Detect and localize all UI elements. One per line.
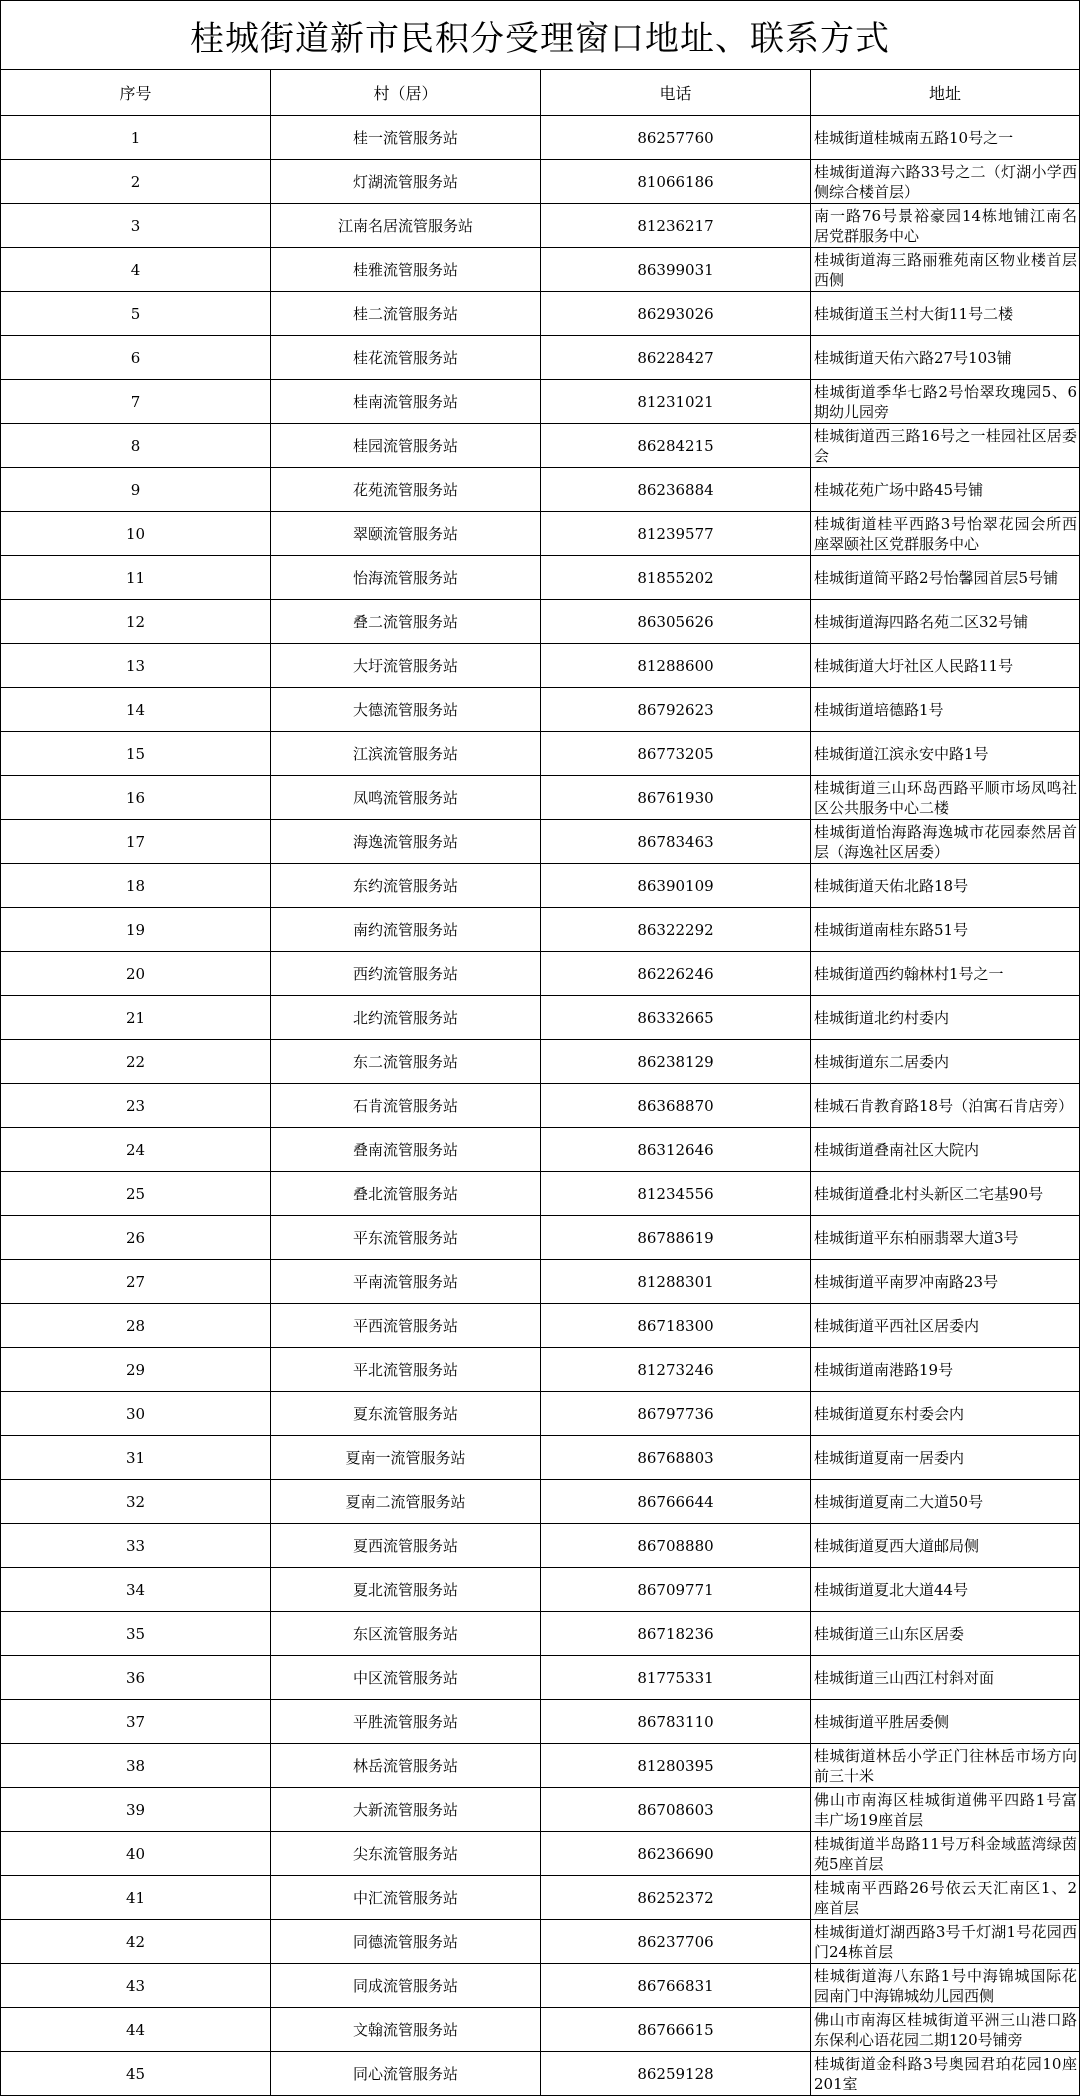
phone-number: 86783110: [541, 1700, 811, 1744]
row-index: 22: [1, 1040, 271, 1084]
station-name: 中汇流管服务站: [271, 1876, 541, 1920]
phone-number: 81855202: [541, 556, 811, 600]
station-name: 文翰流管服务站: [271, 2008, 541, 2052]
row-index: 28: [1, 1304, 271, 1348]
phone-number: 81273246: [541, 1348, 811, 1392]
address: 桂城街道三山环岛西路平顺市场凤鸣社区公共服务中心二楼: [811, 776, 1080, 820]
row-index: 34: [1, 1568, 271, 1612]
address: 桂城石肯教育路18号（泊寓石肯店旁）: [811, 1084, 1080, 1128]
table-row: [1, 1876, 1080, 1920]
phone-number: 86788619: [541, 1216, 811, 1260]
phone-number: 86768803: [541, 1436, 811, 1480]
row-index: 5: [1, 292, 271, 336]
station-name: 翠颐流管服务站: [271, 512, 541, 556]
address: 桂城街道海八东路1号中海锦城国际花园南门中海锦城幼儿园西侧: [811, 1964, 1080, 2008]
table-row: [1, 1612, 1080, 1656]
address: 桂城街道夏东村委会内: [811, 1392, 1080, 1436]
station-name: 夏北流管服务站: [271, 1568, 541, 1612]
row-index: 44: [1, 2008, 271, 2052]
page-title: 桂城街道新市民积分受理窗口地址、联系方式: [0, 0, 1080, 69]
phone-number: 86766644: [541, 1480, 811, 1524]
address: 桂城街道桂平西路3号怡翠花园会所西座翠颐社区党群服务中心: [811, 512, 1080, 556]
row-index: 19: [1, 908, 271, 952]
station-name: 平北流管服务站: [271, 1348, 541, 1392]
address: 桂城街道三山西江村斜对面: [811, 1656, 1080, 1700]
table-row: [1, 688, 1080, 732]
address: 桂城街道怡海路海逸城市花园泰然居首层（海逸社区居委）: [811, 820, 1080, 864]
row-index: 41: [1, 1876, 271, 1920]
phone-number: 86284215: [541, 424, 811, 468]
station-name: 桂一流管服务站: [271, 116, 541, 160]
table-row: [1, 908, 1080, 952]
station-name: 夏东流管服务站: [271, 1392, 541, 1436]
station-name: 西约流管服务站: [271, 952, 541, 996]
station-name: 怡海流管服务站: [271, 556, 541, 600]
table-row: [1, 248, 1080, 292]
row-index: 14: [1, 688, 271, 732]
table-row: [1, 820, 1080, 864]
phone-number: 81239577: [541, 512, 811, 556]
station-name: 桂二流管服务站: [271, 292, 541, 336]
station-name: 灯湖流管服务站: [271, 160, 541, 204]
row-index: 31: [1, 1436, 271, 1480]
phone-number: 86236690: [541, 1832, 811, 1876]
station-name: 平西流管服务站: [271, 1304, 541, 1348]
row-index: 27: [1, 1260, 271, 1304]
table-row: [1, 160, 1080, 204]
row-index: 36: [1, 1656, 271, 1700]
address: 桂城街道海六路33号之二（灯湖小学西侧综合楼首层）: [811, 160, 1080, 204]
table-row: [1, 1304, 1080, 1348]
phone-number: 81231021: [541, 380, 811, 424]
address: 桂城街道半岛路11号万科金域蓝湾绿茵苑5座首层: [811, 1832, 1080, 1876]
table-row: [1, 512, 1080, 556]
table-body: [1, 116, 1080, 2096]
phone-number: 86293026: [541, 292, 811, 336]
table-row: [1, 1480, 1080, 1524]
address: 桂城街道夏西大道邮局侧: [811, 1524, 1080, 1568]
address: 桂城街道西三路16号之一桂园社区居委会: [811, 424, 1080, 468]
phone-number: 86257760: [541, 116, 811, 160]
address: 佛山市南海区桂城街道平洲三山港口路东保利心语花园二期120号铺旁: [811, 2008, 1080, 2052]
station-name: 平南流管服务站: [271, 1260, 541, 1304]
phone-number: 86773205: [541, 732, 811, 776]
row-index: 39: [1, 1788, 271, 1832]
contact-table: [0, 69, 1080, 2096]
table-row: [1, 116, 1080, 160]
station-name: 石肯流管服务站: [271, 1084, 541, 1128]
station-name: 桂园流管服务站: [271, 424, 541, 468]
address: 桂城街道江滨永安中路1号: [811, 732, 1080, 776]
address: 桂城街道平西社区居委内: [811, 1304, 1080, 1348]
station-name: 桂雅流管服务站: [271, 248, 541, 292]
station-name: 海逸流管服务站: [271, 820, 541, 864]
phone-number: 86708603: [541, 1788, 811, 1832]
phone-number: 86399031: [541, 248, 811, 292]
station-name: 同成流管服务站: [271, 1964, 541, 2008]
station-name: 桂花流管服务站: [271, 336, 541, 380]
row-index: 20: [1, 952, 271, 996]
phone-number: 86252372: [541, 1876, 811, 1920]
row-index: 6: [1, 336, 271, 380]
station-name: 凤鸣流管服务站: [271, 776, 541, 820]
phone-number: 86792623: [541, 688, 811, 732]
table-row: [1, 1744, 1080, 1788]
phone-number: 81236217: [541, 204, 811, 248]
station-name: 东区流管服务站: [271, 1612, 541, 1656]
address: 桂城街道叠北村头新区二宅基90号: [811, 1172, 1080, 1216]
station-name: 同德流管服务站: [271, 1920, 541, 1964]
row-index: 18: [1, 864, 271, 908]
row-index: 21: [1, 996, 271, 1040]
address: 桂城街道夏南一居委内: [811, 1436, 1080, 1480]
phone-number: 86718300: [541, 1304, 811, 1348]
header-station: 村（居）: [271, 70, 541, 116]
phone-number: 86259128: [541, 2052, 811, 2096]
phone-number: 81234556: [541, 1172, 811, 1216]
address: 桂城街道林岳小学正门往林岳市场方向前三十米: [811, 1744, 1080, 1788]
row-index: 30: [1, 1392, 271, 1436]
station-name: 夏西流管服务站: [271, 1524, 541, 1568]
row-index: 43: [1, 1964, 271, 2008]
row-index: 1: [1, 116, 271, 160]
phone-number: 86797736: [541, 1392, 811, 1436]
address: 桂城南平西路26号依云天汇南区1、2座首层: [811, 1876, 1080, 1920]
address: 桂城街道海三路丽雅苑南区物业楼首层西侧: [811, 248, 1080, 292]
phone-number: 86332665: [541, 996, 811, 1040]
phone-number: 86236884: [541, 468, 811, 512]
row-index: 11: [1, 556, 271, 600]
address: 桂城街道天佑北路18号: [811, 864, 1080, 908]
table-row: [1, 1656, 1080, 1700]
phone-number: 86312646: [541, 1128, 811, 1172]
address: 桂城街道大圩社区人民路11号: [811, 644, 1080, 688]
header-address: 地址: [811, 70, 1080, 116]
row-index: 23: [1, 1084, 271, 1128]
row-index: 10: [1, 512, 271, 556]
phone-number: 86761930: [541, 776, 811, 820]
station-name: 夏南二流管服务站: [271, 1480, 541, 1524]
phone-number: 86390109: [541, 864, 811, 908]
address: 桂城街道平胜居委侧: [811, 1700, 1080, 1744]
table-row: [1, 1128, 1080, 1172]
row-index: 37: [1, 1700, 271, 1744]
address: 桂城街道简平路2号怡馨园首层5号铺: [811, 556, 1080, 600]
station-name: 大圩流管服务站: [271, 644, 541, 688]
phone-number: 86237706: [541, 1920, 811, 1964]
table-row: [1, 1436, 1080, 1480]
station-name: 桂南流管服务站: [271, 380, 541, 424]
station-name: 林岳流管服务站: [271, 1744, 541, 1788]
address: 桂城街道海四路名苑二区32号铺: [811, 600, 1080, 644]
table-row: [1, 1084, 1080, 1128]
station-name: 夏南一流管服务站: [271, 1436, 541, 1480]
header-row: [1, 70, 1080, 116]
table-row: [1, 732, 1080, 776]
table-row: [1, 380, 1080, 424]
table-row: [1, 1260, 1080, 1304]
table-row: [1, 1040, 1080, 1084]
row-index: 13: [1, 644, 271, 688]
station-name: 尖东流管服务站: [271, 1832, 541, 1876]
station-name: 江滨流管服务站: [271, 732, 541, 776]
table-row: [1, 1832, 1080, 1876]
address: 桂城街道玉兰村大街11号二楼: [811, 292, 1080, 336]
row-index: 2: [1, 160, 271, 204]
station-name: 叠南流管服务站: [271, 1128, 541, 1172]
table-row: [1, 556, 1080, 600]
table-row: [1, 776, 1080, 820]
phone-number: 86228427: [541, 336, 811, 380]
address: 桂城街道夏北大道44号: [811, 1568, 1080, 1612]
row-index: 25: [1, 1172, 271, 1216]
station-name: 叠二流管服务站: [271, 600, 541, 644]
station-name: 平东流管服务站: [271, 1216, 541, 1260]
address: 桂城街道灯湖西路3号千灯湖1号花园西门24栋首层: [811, 1920, 1080, 1964]
table-row: [1, 1216, 1080, 1260]
table-row: [1, 204, 1080, 248]
table-row: [1, 1524, 1080, 1568]
row-index: 12: [1, 600, 271, 644]
table-row: [1, 644, 1080, 688]
station-name: 东约流管服务站: [271, 864, 541, 908]
address: 桂城街道天佑六路27号103铺: [811, 336, 1080, 380]
row-index: 9: [1, 468, 271, 512]
station-name: 大德流管服务站: [271, 688, 541, 732]
address: 桂城街道培德路1号: [811, 688, 1080, 732]
phone-number: 86708880: [541, 1524, 811, 1568]
phone-number: 81066186: [541, 160, 811, 204]
table-row: [1, 952, 1080, 996]
row-index: 15: [1, 732, 271, 776]
row-index: 32: [1, 1480, 271, 1524]
row-index: 33: [1, 1524, 271, 1568]
phone-number: 86709771: [541, 1568, 811, 1612]
phone-number: 81280395: [541, 1744, 811, 1788]
address: 桂城街道平南罗冲南路23号: [811, 1260, 1080, 1304]
address: 桂城街道南桂东路51号: [811, 908, 1080, 952]
station-name: 同心流管服务站: [271, 2052, 541, 2096]
row-index: 16: [1, 776, 271, 820]
table-row: [1, 1392, 1080, 1436]
header-phone: 电话: [541, 70, 811, 116]
address: 桂城街道南港路19号: [811, 1348, 1080, 1392]
table-row: [1, 336, 1080, 380]
table-row: [1, 2008, 1080, 2052]
address: 佛山市南海区桂城街道佛平四路1号富丰广场19座首层: [811, 1788, 1080, 1832]
address: 桂城街道平东柏丽翡翠大道3号: [811, 1216, 1080, 1260]
row-index: 7: [1, 380, 271, 424]
station-name: 江南名居流管服务站: [271, 204, 541, 248]
phone-number: 81775331: [541, 1656, 811, 1700]
row-index: 17: [1, 820, 271, 864]
row-index: 40: [1, 1832, 271, 1876]
station-name: 叠北流管服务站: [271, 1172, 541, 1216]
table-row: [1, 292, 1080, 336]
table-row: [1, 1348, 1080, 1392]
row-index: 45: [1, 2052, 271, 2096]
address: 南一路76号景裕豪园14栋地铺江南名居党群服务中心: [811, 204, 1080, 248]
header-index: 序号: [1, 70, 271, 116]
table-row: [1, 1788, 1080, 1832]
table-row: [1, 1920, 1080, 1964]
row-index: 35: [1, 1612, 271, 1656]
table-row: [1, 1172, 1080, 1216]
phone-number: 81288600: [541, 644, 811, 688]
phone-number: 81288301: [541, 1260, 811, 1304]
address: 桂城街道北约村委内: [811, 996, 1080, 1040]
station-name: 中区流管服务站: [271, 1656, 541, 1700]
station-name: 北约流管服务站: [271, 996, 541, 1040]
phone-number: 86368870: [541, 1084, 811, 1128]
row-index: 3: [1, 204, 271, 248]
address: 桂城街道桂城南五路10号之一: [811, 116, 1080, 160]
address: 桂城街道季华七路2号怡翠玫瑰园5、6期幼儿园旁: [811, 380, 1080, 424]
address: 桂城街道东二居委内: [811, 1040, 1080, 1084]
station-name: 大新流管服务站: [271, 1788, 541, 1832]
address: 桂城街道叠南社区大院内: [811, 1128, 1080, 1172]
table-row: [1, 864, 1080, 908]
table-row: [1, 424, 1080, 468]
station-name: 花苑流管服务站: [271, 468, 541, 512]
row-index: 38: [1, 1744, 271, 1788]
station-name: 东二流管服务站: [271, 1040, 541, 1084]
table-row: [1, 1568, 1080, 1612]
station-name: 平胜流管服务站: [271, 1700, 541, 1744]
table-row: [1, 468, 1080, 512]
phone-number: 86238129: [541, 1040, 811, 1084]
table-row: [1, 600, 1080, 644]
row-index: 26: [1, 1216, 271, 1260]
phone-number: 86766831: [541, 1964, 811, 2008]
table-row: [1, 2052, 1080, 2096]
row-index: 24: [1, 1128, 271, 1172]
phone-number: 86718236: [541, 1612, 811, 1656]
row-index: 29: [1, 1348, 271, 1392]
row-index: 4: [1, 248, 271, 292]
table-row: [1, 996, 1080, 1040]
address: 桂城街道夏南二大道50号: [811, 1480, 1080, 1524]
address: 桂城街道西约翰林村1号之一: [811, 952, 1080, 996]
phone-number: 86305626: [541, 600, 811, 644]
address: 桂城街道金科路3号奥园君珀花园10座201室: [811, 2052, 1080, 2096]
table-row: [1, 1700, 1080, 1744]
address: 桂城街道三山东区居委: [811, 1612, 1080, 1656]
phone-number: 86783463: [541, 820, 811, 864]
phone-number: 86226246: [541, 952, 811, 996]
table-row: [1, 1964, 1080, 2008]
address: 桂城花苑广场中路45号铺: [811, 468, 1080, 512]
row-index: 42: [1, 1920, 271, 1964]
phone-number: 86766615: [541, 2008, 811, 2052]
station-name: 南约流管服务站: [271, 908, 541, 952]
row-index: 8: [1, 424, 271, 468]
phone-number: 86322292: [541, 908, 811, 952]
